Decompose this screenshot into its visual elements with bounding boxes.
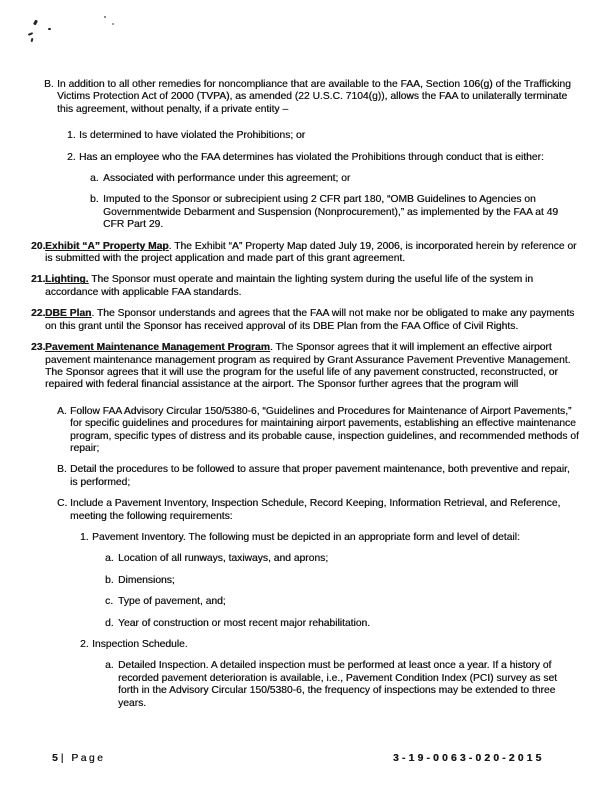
list-item-b-2	[67, 152, 579, 164]
item-label: b.	[90, 194, 99, 206]
item-text: Imputed to the Sponsor or subrecipient using 2 CFR part 180, “OMB Guidelines to Agencies on Governmentwide Debarment and Suspension (Nonprocurement),” as implemented by the FAA at 49 CFR Part 29.	[103, 194, 559, 231]
item-text: Detail the procedures to be followed to assure that proper pavement maintenance, both preventive and repair, is performed;	[70, 464, 570, 488]
item-label: d.	[105, 617, 114, 629]
list-item-b-2-a	[90, 173, 579, 185]
item-body: . The Exhibit “A” Property Map dated July 19, 2006, is incorporated herein by reference or is submitted with the project application and made part of this grant agreement.	[45, 240, 577, 265]
item-heading: Exhibit “A” Property Map	[45, 240, 169, 252]
page-number-footer	[52, 753, 105, 765]
list-item-b-1	[67, 130, 579, 142]
list-item-b	[44, 79, 579, 116]
list-item-23-C-2-a	[105, 660, 579, 710]
list-item-23-C-2	[80, 639, 579, 651]
item-label: 2.	[67, 151, 76, 163]
item-label: 21.	[31, 274, 46, 286]
item-label: a.	[90, 173, 99, 185]
list-item-20	[31, 241, 579, 266]
document-body	[31, 79, 579, 710]
item-text	[45, 308, 579, 333]
item-label: B.	[44, 79, 54, 90]
item-text	[45, 274, 579, 299]
page-word: | Page	[60, 753, 106, 764]
item-label: 1.	[80, 531, 89, 543]
item-label: a.	[105, 553, 114, 565]
ink-mark	[112, 23, 114, 25]
item-label: c.	[105, 596, 114, 608]
list-item-23-B	[57, 464, 579, 489]
list-item-23	[31, 342, 579, 392]
list-item-23-C-1-d	[105, 618, 579, 630]
ink-mark	[33, 20, 38, 26]
item-label: 1.	[67, 130, 76, 142]
grant-number-footer: 3-19-0063-020-2015	[393, 753, 545, 764]
item-text: Year of construction or most recent major rehabilitation.	[118, 617, 371, 629]
item-text: Has an employee who the FAA determines has violated the Prohibitions through conduct that is either:	[79, 151, 544, 163]
item-label: b.	[105, 574, 114, 586]
list-item-23-C-1-c	[105, 596, 579, 608]
item-text: Is determined to have violated the Prohibitions; or	[79, 130, 306, 142]
item-label: A.	[57, 405, 67, 417]
item-text: Pavement Inventory. The following must be depicted in an appropriate form and level of detail:	[92, 531, 520, 543]
item-label: 22.	[31, 308, 46, 320]
item-text: Follow FAA Advisory Circular 150/5380-6, “Guidelines and Procedures for Maintenance of Airport Pavements,” for specific guidelines and procedures for maintaining airport pavements, establishing an effective maintenance program, specific types of distress and its probable cause, inspection guidelines, and recommended methods of repair;	[70, 405, 579, 454]
ink-mark	[104, 16, 106, 18]
list-item-b-2-b	[90, 194, 579, 231]
list-item-23-A	[57, 406, 579, 456]
item-label: C.	[57, 498, 68, 510]
item-heading: Pavement Maintenance Management Program	[45, 342, 270, 354]
item-body: The Sponsor must operate and maintain the lighting system during the useful life of the system in accordance with applicable FAA standards.	[45, 274, 534, 298]
ink-mark	[28, 32, 33, 36]
item-heading: DBE Plan	[45, 308, 92, 320]
list-item-23-C-1	[80, 532, 579, 544]
item-label: a.	[105, 660, 114, 672]
ink-mark	[31, 38, 34, 42]
item-text: Type of pavement, and;	[118, 596, 226, 608]
item-text: Inspection Schedule.	[92, 639, 188, 650]
item-heading: Lighting.	[45, 274, 89, 286]
item-label: 20.	[31, 240, 46, 252]
item-text	[45, 241, 579, 266]
list-item-23-C	[57, 498, 579, 523]
list-item-23-C-1-b	[105, 575, 579, 587]
item-label: B.	[57, 464, 67, 476]
item-text	[45, 342, 579, 392]
item-text: Detailed Inspection. A detailed inspection must be performed at least once a year. If a history of recorded pavement deterioration is available, i.e., Pavement Condition Index (PCI) survey as set forth in the Advisory Circular 150/5380-6, the frequency of inspections may be extended to three years.	[118, 660, 557, 709]
item-text: Associated with performance under this agreement; or	[103, 173, 351, 185]
ink-mark	[48, 28, 51, 30]
item-text: Dimensions;	[118, 574, 175, 586]
item-body: . The Sponsor agrees that it will implement an effective airport pavement maintenance management program as required by Grant Assurance Pavement Preventive Management. The Sponsor agrees that it will use the program for the useful life of any pavement constructed, reconstructed, or repaired with federal financial assistance at the airport. The Sponsor further agrees that the program will	[45, 342, 571, 391]
page-number: 5	[52, 753, 58, 764]
list-item-21	[31, 274, 579, 299]
item-text: Include a Pavement Inventory, Inspection Schedule, Record Keeping, Information Retrieval, and Reference, meeting the following requirements:	[70, 498, 561, 522]
item-body: . The Sponsor understands and agrees that the FAA will not make nor be obligated to make any payments on this grant until the Sponsor has received approval of its DBE Plan from the FAA Office of Civil Rights.	[45, 308, 575, 332]
list-item-22	[31, 308, 579, 333]
list-item-23-C-1-a	[105, 553, 579, 565]
item-label: 2.	[80, 639, 89, 650]
item-text: Location of all runways, taxiways, and aprons;	[118, 553, 329, 565]
item-label: 23.	[31, 342, 46, 354]
item-text: In addition to all other remedies for noncompliance that are available to the FAA, Section 106(g) of the Trafficking Victims Protection Act of 2000 (TVPA), as amended (22 U.S.C. 7104(g)), allows the FAA to unilaterally terminate this agreement, without penalty, if a private entity –	[57, 79, 571, 115]
